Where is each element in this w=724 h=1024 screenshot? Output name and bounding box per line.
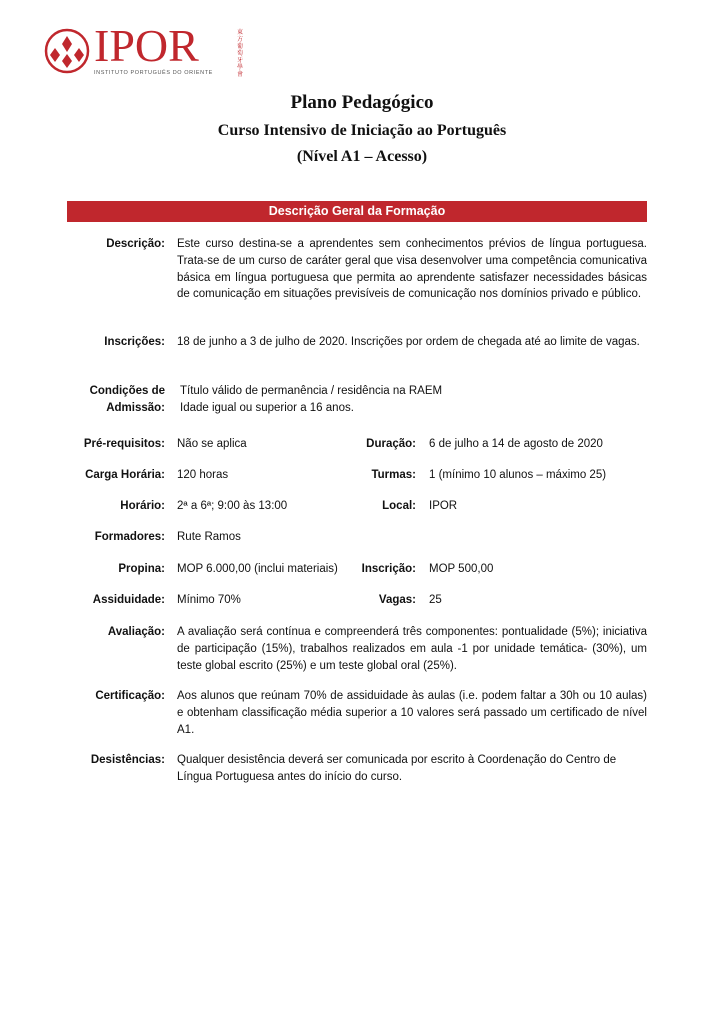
logo-cjk-text: 東方葡萄牙學會 (237, 30, 244, 78)
value-inscricao: MOP 500,00 (429, 563, 494, 575)
label-inscricoes: Inscrições: (104, 336, 165, 348)
row-descricao (0, 236, 724, 321)
label-descricao: Descrição: (106, 238, 165, 250)
ipor-logo (44, 20, 244, 79)
section-heading: Descrição Geral da Formação (67, 201, 647, 222)
label-certificacao: Certificação: (95, 690, 165, 702)
value-propina: MOP 6.000,00 (inclui materiais) (177, 563, 338, 575)
page-title: Plano Pedagógico (290, 92, 434, 113)
label-duracao: Duração: (366, 438, 416, 450)
value-duracao: 6 de julho a 14 de agosto de 2020 (429, 438, 603, 450)
row-carga (0, 467, 724, 484)
value-desistencias: Qualquer desistência deverá ser comunicada por escrito à Coordenação do Centro de Língua Portuguesa antes do início do curso. (177, 754, 617, 783)
label-local: Local: (382, 500, 416, 512)
value-assiduidade: Mínimo 70% (177, 594, 241, 606)
label-avaliacao: Avaliação: (107, 626, 165, 638)
value-admissao-line1: Título válido de permanência / residência na RAEM (180, 385, 443, 397)
logo-wordmark: IPOR (94, 20, 199, 71)
value-prerequisitos: Não se aplica (177, 438, 247, 450)
row-admissao (0, 383, 724, 417)
value-carga: 120 horas (177, 469, 229, 481)
label-inscricao: Inscrição: (361, 563, 416, 575)
label-turmas: Turmas: (371, 469, 416, 481)
value-local: IPOR (429, 500, 458, 512)
value-admissao (180, 383, 650, 417)
value-certificacao: Aos alunos que reúnam 70% de assiduidade às aulas (i.e. podem faltar a 30h ou 10 aulas) e obtenham classificação média superior a 10 valores será passado um certificado de nível A1. (177, 690, 647, 736)
label-admissao-line2: Admissão: (106, 401, 165, 414)
label-formadores: Formadores: (94, 531, 165, 543)
value-inscricoes: 18 de junho a 3 de julho de 2020. Inscrições por ordem de chegada até ao limite de vagas. (177, 336, 640, 348)
label-admissao-line1: Condições de (89, 385, 165, 397)
value-admissao-line2: Idade igual ou superior a 16 anos. (180, 401, 354, 414)
value-horario: 2ª a 6ª; 9:00 às 13:00 (177, 500, 288, 512)
logo-subtitle: INSTITUTO PORTUGUÊS DO ORIENTE (94, 70, 213, 76)
label-carga: Carga Horária: (85, 469, 165, 481)
label-desistencias: Desistências: (90, 754, 165, 766)
value-descricao: Este curso destina-se a aprendentes sem conhecimentos prévios de língua portuguesa. Trata-se de um curso de caráter geral que visa desenvolver uma competência comunicativa básica em língua portuguesa que permita ao aprendente satisfazer necessidades básicas de comunicação em situações previsíveis de comunicação nos domínios privado e público. (177, 238, 647, 301)
row-avaliacao (0, 624, 724, 676)
label-horario: Horário: (120, 500, 165, 512)
row-formadores (0, 529, 724, 546)
label-assiduidade: Assiduidade: (92, 594, 165, 606)
row-certificacao (0, 688, 724, 740)
label-admissao (5, 383, 165, 417)
row-inscricoes (0, 334, 724, 368)
row-propina (0, 561, 724, 578)
label-propina: Propina: (118, 563, 165, 575)
value-vagas: 25 (429, 594, 442, 606)
value-avaliacao: A avaliação será contínua e compreenderá três componentes: pontualidade (5%); iniciativa de participação (15%), trabalhos realizados em aula -1 por unidade temática- (30%), um teste global escrito (25%) e um teste global oral (25%). (177, 626, 647, 672)
value-formadores: Rute Ramos (177, 531, 241, 543)
value-turmas: 1 (mínimo 10 alunos – máximo 25) (429, 469, 607, 481)
label-prerequisitos: Pré-requisitos: (83, 438, 165, 450)
ipor-crest-icon (44, 28, 90, 74)
row-horario (0, 498, 724, 515)
row-desistencias (0, 752, 724, 786)
row-assiduidade (0, 592, 724, 609)
course-level: (Nível A1 – Acesso) (296, 148, 428, 165)
label-vagas: Vagas: (378, 594, 416, 606)
row-prerequisitos (0, 436, 724, 453)
course-title: Curso Intensivo de Iniciação ao Português (217, 122, 507, 139)
